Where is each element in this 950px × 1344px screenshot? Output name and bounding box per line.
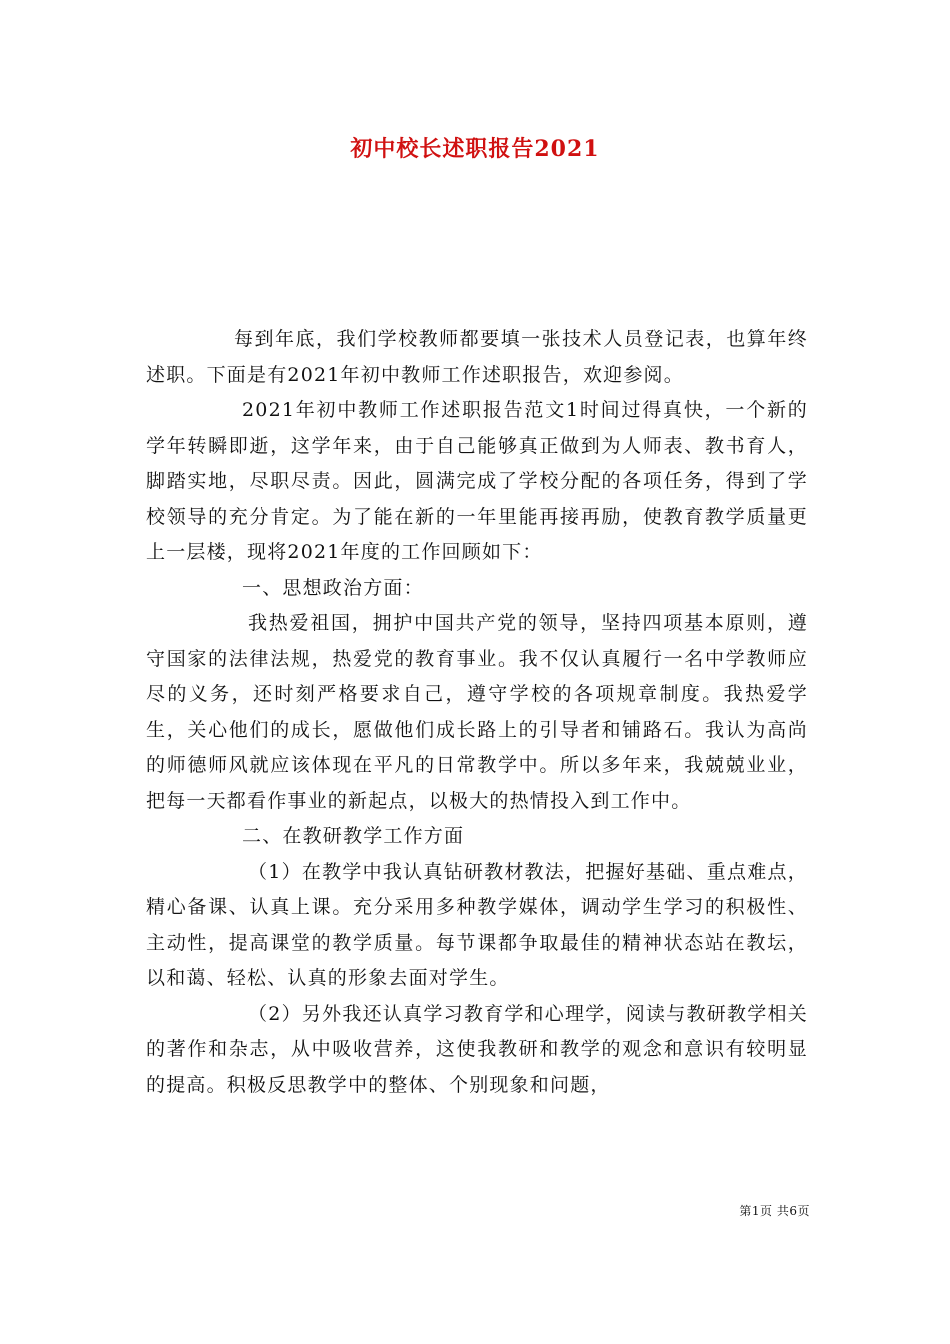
paragraph-intro: 每到年底，我们学校教师都要填一张技术人员登记表，也算年终述职。下面是有2021年初中教师工作述职报告，欢迎参阅。 bbox=[146, 328, 808, 386]
page-number-footer: 第1页 共6页 bbox=[739, 1204, 810, 1218]
paragraph-report-overview: 2021年初中教师工作述职报告范文1时间过得真快，一个新的学年转瞬即逝，这学年来，由于自己能够真正做到为人师表、教书育人，脚踏实地，尽职尽责。因此，圆满完成了学校分配的各项任务，得到了学校领导的充分肯定。为了能在新的一年里能再接再励，使教育教学质量更上一层楼，现将2021年度的工作回顾如下： bbox=[146, 399, 808, 563]
document-title: 初中校长述职报告2021 bbox=[350, 136, 600, 162]
paragraph-political: 我热爱祖国，拥护中国共产党的领导，坚持四项基本原则，遵守国家的法律法规，热爱党的教育事业。我不仅认真履行一名中学教师应尽的义务，还时刻严格要求自己，遵守学校的各项规章制度。我热爱学生，关心他们的成长，愿做他们成长路上的引导者和铺路石。我认为高尚的师德师风就应该体现在平凡的日常教学中。所以多年来，我兢兢业业，把每一天都看作事业的新起点，以极大的热情投入到工作中。 bbox=[146, 612, 808, 812]
document-body bbox=[146, 322, 808, 1103]
paragraph-teaching-1: （1）在教学中我认真钻研教材教法，把握好基础、重点难点，精心备课、认真上课。充分采用多种教学媒体，调动学生学习的积极性、主动性，提高课堂的教学质量。每节课都争取最佳的精神状态站在教坛，以和蔼、轻松、认真的形象去面对学生。 bbox=[146, 860, 808, 989]
paragraph-teaching-2: （2）另外我还认真学习教育学和心理学，阅读与教研教学相关的著作和杂志，从中吸收营养，这使我教研和教学的观念和意识有较明显的提高。积极反思教学中的整体、个别现象和问题， bbox=[146, 1002, 808, 1096]
section-heading-political: 一、思想政治方面： bbox=[242, 576, 424, 599]
section-heading-teaching: 二、在教研教学工作方面 bbox=[242, 825, 465, 847]
